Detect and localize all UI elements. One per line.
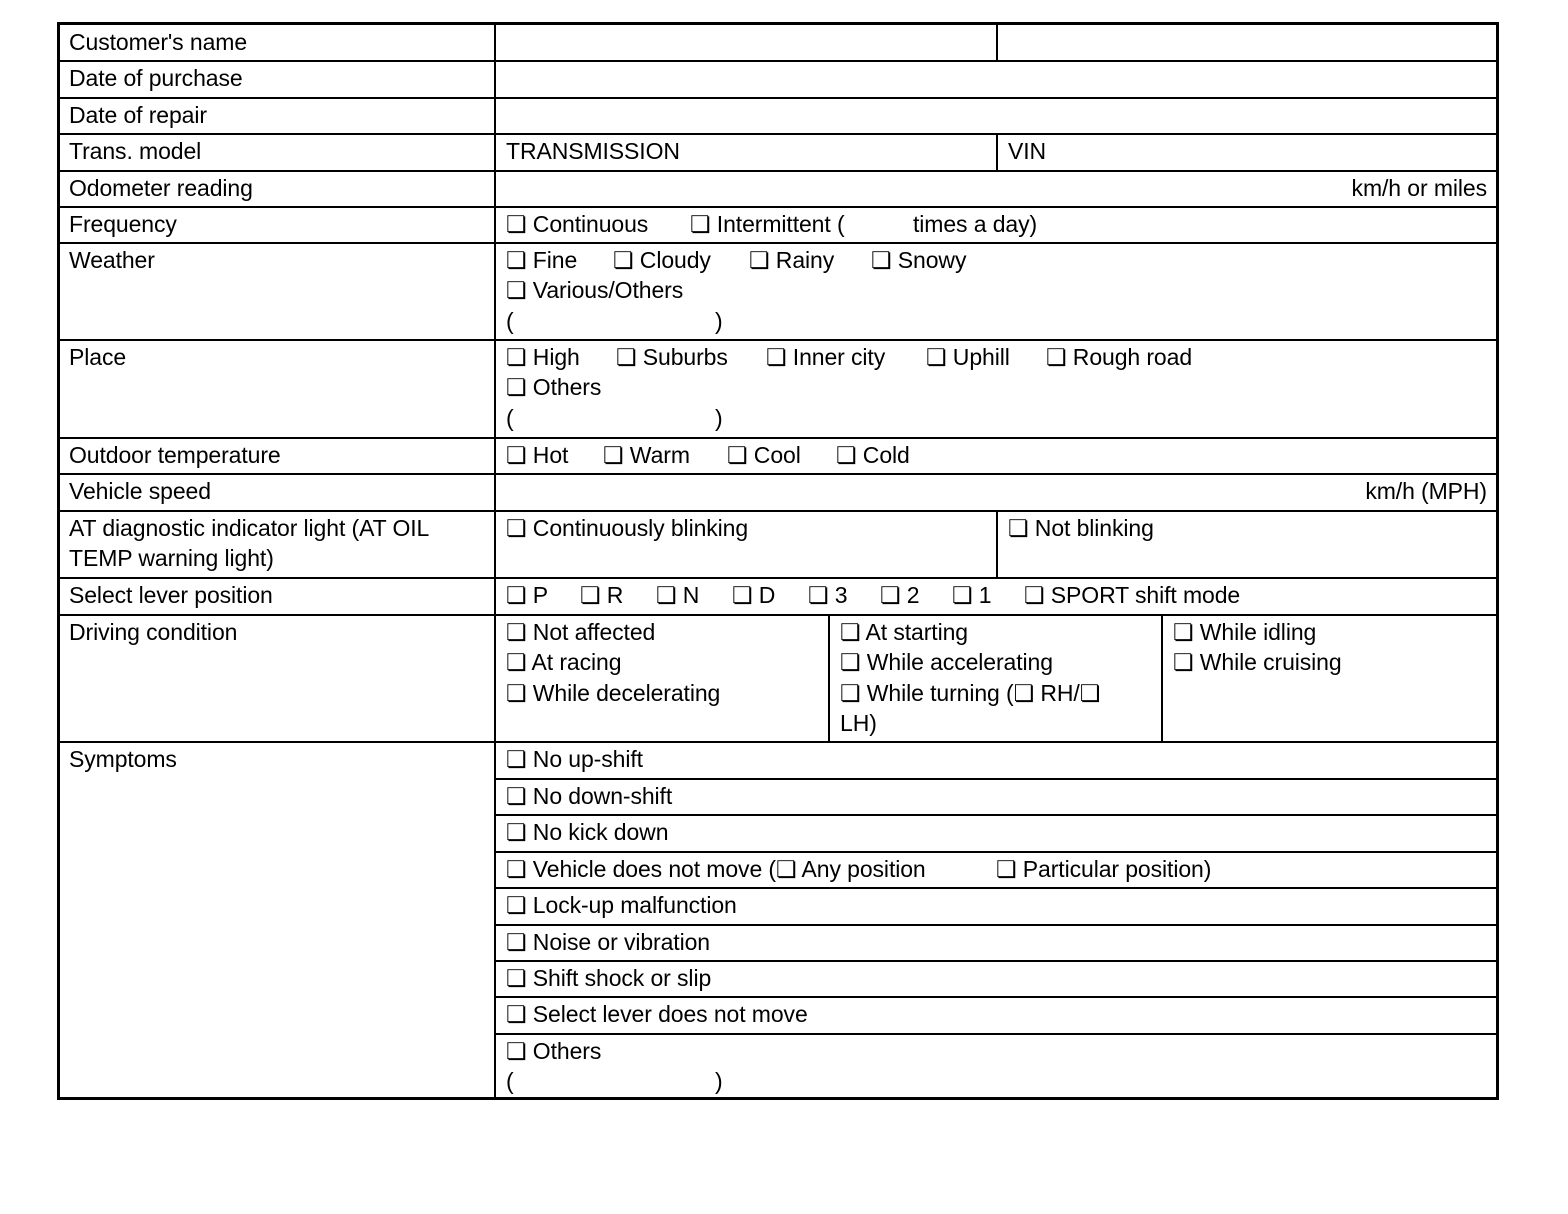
paren-close: ) [715,405,723,431]
checkbox-rainy[interactable]: ❏ Rainy [749,247,835,273]
row-line [60,97,1496,99]
checkbox-high[interactable]: ❏ High [506,344,580,370]
column-line [1161,614,1163,743]
checkbox-no-upshift[interactable]: ❏ No up-shift [506,746,643,772]
row-line [496,960,1496,962]
checkbox-no-kickdown[interactable]: ❏ No kick down [506,819,669,845]
label-weather: Weather [69,247,155,273]
label-customer-name: Customer's name [69,29,248,55]
row-line [60,170,1496,172]
row-line [60,339,1496,341]
checkbox-continuously-blinking[interactable]: ❏ Continuously blinking [506,515,749,541]
checkbox-cool[interactable]: ❏ Cool [727,442,801,468]
paren-open: ( [506,405,514,431]
column-line [996,510,998,579]
checkbox-snowy[interactable]: ❏ Snowy [871,247,967,273]
checkbox-lever-r[interactable]: ❏ R [580,582,624,608]
paren-open: ( [506,1068,514,1094]
checkbox-particular-position[interactable]: ❏ Particular position) [996,856,1212,882]
row-line [60,614,1496,616]
paren-close: ) [715,1068,723,1094]
checkbox-lever-n[interactable]: ❏ N [656,582,700,608]
checkbox-lever-sport[interactable]: ❏ SPORT shift mode [1024,582,1241,608]
speed-unit: km/h (MPH) [1365,478,1487,504]
checkbox-intermittent[interactable]: ❏ Intermittent ( [690,211,845,237]
checkbox-rough-road[interactable]: ❏ Rough road [1046,344,1193,370]
checkbox-cold[interactable]: ❏ Cold [836,442,910,468]
checkbox-not-blinking[interactable]: ❏ Not blinking [1008,515,1154,541]
checkbox-lever-3[interactable]: ❏ 3 [808,582,848,608]
label-at-indicator-line1: AT diagnostic indicator light (AT OIL [69,515,430,541]
lh-text: LH) [840,710,877,736]
row-line [496,1033,1496,1035]
times-a-day-text: times a day) [913,211,1038,237]
checkbox-suburbs[interactable]: ❏ Suburbs [616,344,728,370]
column-line [828,614,830,743]
label-outdoor-temperature: Outdoor temperature [69,442,281,468]
checkbox-place-others[interactable]: ❏ Others [506,374,602,400]
checkbox-not-affected[interactable]: ❏ Not affected [506,619,656,645]
row-line [496,924,1496,926]
label-date-of-repair: Date of repair [69,102,207,128]
label-place: Place [69,344,127,370]
row-line [496,887,1496,889]
checkbox-lever-1[interactable]: ❏ 1 [952,582,992,608]
checkbox-while-idling[interactable]: ❏ While idling [1173,619,1317,645]
row-line [60,60,1496,62]
column-line [996,25,998,62]
row-line [60,577,1496,579]
checkbox-lever-p[interactable]: ❏ P [506,582,549,608]
row-line [496,778,1496,780]
checkbox-while-decelerating[interactable]: ❏ While decelerating [506,680,721,706]
label-date-of-purchase: Date of purchase [69,65,243,91]
row-line [60,741,1496,743]
label-frequency: Frequency [69,211,177,237]
checkbox-symptom-others[interactable]: ❏ Others [506,1038,602,1064]
checkbox-uphill[interactable]: ❏ Uphill [926,344,1010,370]
checkbox-cloudy[interactable]: ❏ Cloudy [613,247,711,273]
checkbox-noise[interactable]: ❏ Noise or vibration [506,929,710,955]
checkbox-shift-shock[interactable]: ❏ Shift shock or slip [506,965,712,991]
checkbox-while-accelerating[interactable]: ❏ While accelerating [840,649,1053,675]
vin-text: VIN [1008,138,1047,164]
checkbox-lockup[interactable]: ❏ Lock-up malfunction [506,892,737,918]
checkbox-inner-city[interactable]: ❏ Inner city [766,344,886,370]
row-line [60,510,1496,512]
odometer-unit: km/h or miles [1351,175,1487,201]
label-trans-model: Trans. model [69,138,202,164]
row-line [60,133,1496,135]
diagnostic-worksheet-table [57,22,1499,1100]
row-line [60,473,1496,475]
column-line [494,25,496,1097]
label-vehicle-speed: Vehicle speed [69,478,211,504]
row-line [60,242,1496,244]
paren-open: ( [506,308,514,334]
row-line [60,206,1496,208]
checkbox-fine[interactable]: ❏ Fine [506,247,578,273]
column-line [996,133,998,172]
checkbox-at-racing[interactable]: ❏ At racing [506,649,622,675]
checkbox-while-cruising[interactable]: ❏ While cruising [1173,649,1342,675]
checkbox-no-downshift[interactable]: ❏ No down-shift [506,783,673,809]
label-symptoms: Symptoms [69,746,177,772]
label-driving-condition: Driving condition [69,619,238,645]
checkbox-at-starting[interactable]: ❏ At starting [840,619,968,645]
checkbox-warm[interactable]: ❏ Warm [603,442,690,468]
row-line [496,814,1496,816]
checkbox-hot[interactable]: ❏ Hot [506,442,569,468]
checkbox-lever-not-move[interactable]: ❏ Select lever does not move [506,1001,808,1027]
transmission-text: TRANSMISSION [506,138,680,164]
checkbox-lever-2[interactable]: ❏ 2 [880,582,920,608]
checkbox-continuous[interactable]: ❏ Continuous [506,211,649,237]
label-select-lever: Select lever position [69,582,273,608]
label-at-indicator-line2: TEMP warning light) [69,545,274,571]
checkbox-vehicle-not-move[interactable]: ❏ Vehicle does not move (❏ Any position [506,856,926,882]
label-odometer: Odometer reading [69,175,253,201]
checkbox-lever-d[interactable]: ❏ D [732,582,776,608]
row-line [496,996,1496,998]
row-line [496,851,1496,853]
checkbox-while-turning[interactable]: ❏ While turning (❏ RH/❏ [840,680,1101,706]
paren-close: ) [715,308,723,334]
row-line [60,437,1496,439]
checkbox-various-others[interactable]: ❏ Various/Others [506,277,684,303]
